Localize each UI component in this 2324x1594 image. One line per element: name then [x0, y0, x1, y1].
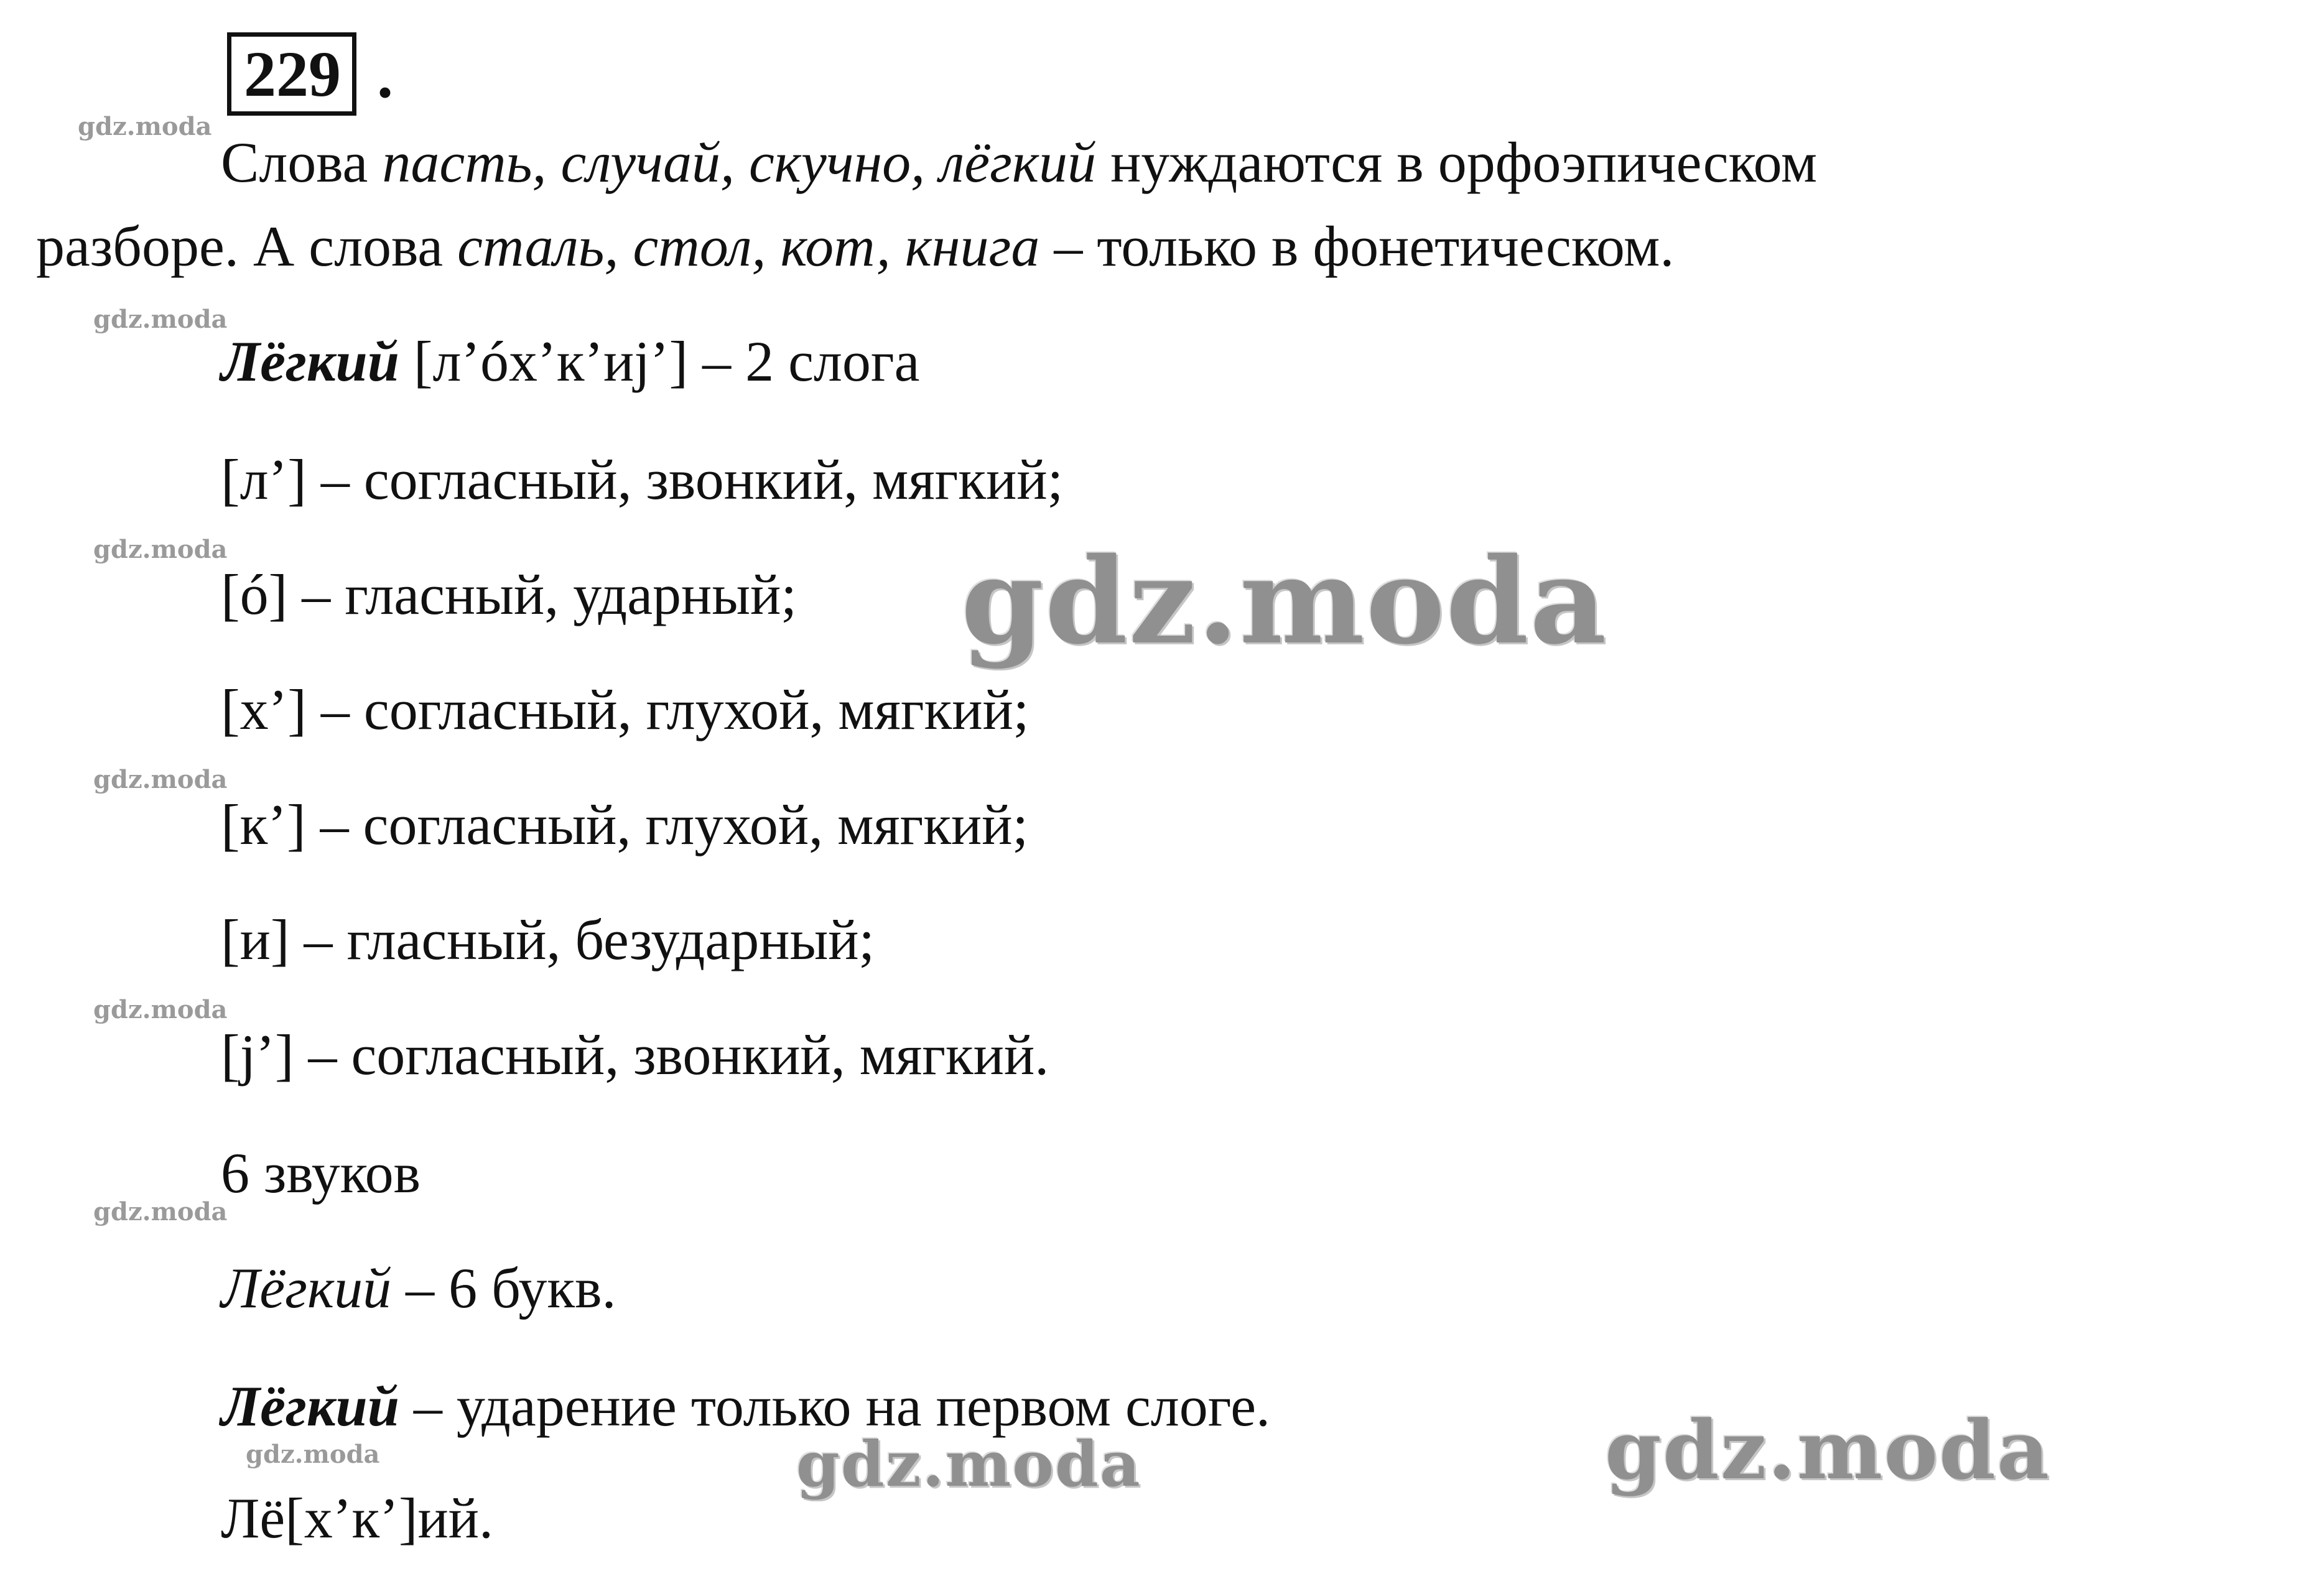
analysis-word: Лёгкий — [221, 330, 399, 393]
intro-line-1-end: нуждаются в орфоэпическом — [1096, 131, 1818, 194]
final-line: Лё[х’к’]ий. — [221, 1486, 493, 1550]
watermark-small: gdz.moda — [93, 305, 228, 334]
sound-item: [j’] – согласный, звонкий, мягкий. — [221, 1023, 1049, 1087]
exercise-number-dot: . — [377, 40, 393, 111]
stress-word: Лёгкий — [221, 1374, 399, 1438]
watermark-large-bottom: gdz.moda — [1605, 1402, 2051, 1498]
sound-count: 6 звуков — [221, 1141, 421, 1205]
sound-item: [и] – гласный, безударный; — [221, 908, 875, 971]
sound-item: [к’] – согласный, глухой, мягкий; — [221, 793, 1029, 856]
letters-text: – 6 букв. — [391, 1256, 616, 1320]
sound-item: [ó] – гласный, ударный; — [221, 563, 797, 626]
letters-word: Лёгкий — [221, 1256, 392, 1320]
letters-count — [221, 1256, 616, 1320]
watermark-small: gdz.moda — [93, 765, 228, 794]
intro-line-2-end: – только в фонетическом. — [1039, 215, 1675, 278]
sound-item: [л’] – согласный, звонкий, мягкий; — [221, 448, 1064, 511]
analysis-heading — [221, 330, 920, 393]
stress-text: – ударение только на первом слоге. — [399, 1374, 1271, 1438]
watermark-large: gdz.moda — [961, 532, 1608, 670]
intro-line-2-words: сталь, стол, кот, книга — [457, 215, 1040, 278]
stress-line — [221, 1374, 1271, 1438]
intro-line-1-start: Слова — [221, 131, 383, 194]
sound-item: [х’] – согласный, глухой, мягкий; — [221, 678, 1030, 741]
intro-line-2 — [36, 215, 1675, 278]
watermark-small: gdz.moda — [78, 112, 212, 141]
watermark-small: gdz.moda — [93, 535, 228, 564]
watermark-medium: gdz.moda — [796, 1427, 1141, 1501]
intro-line-1-words: пасть, случай, скучно, лёгкий — [382, 131, 1097, 194]
intro-line-1 — [221, 131, 1818, 194]
watermark-small: gdz.moda — [246, 1440, 380, 1469]
analysis-transcription: [л’óх’к’иj’] – 2 слога — [399, 330, 920, 393]
watermark-small: gdz.moda — [93, 1197, 228, 1226]
intro-line-2-start: разборе. А слова — [36, 215, 458, 278]
exercise-number: 229 — [227, 32, 356, 116]
watermark-small: gdz.moda — [93, 995, 228, 1024]
